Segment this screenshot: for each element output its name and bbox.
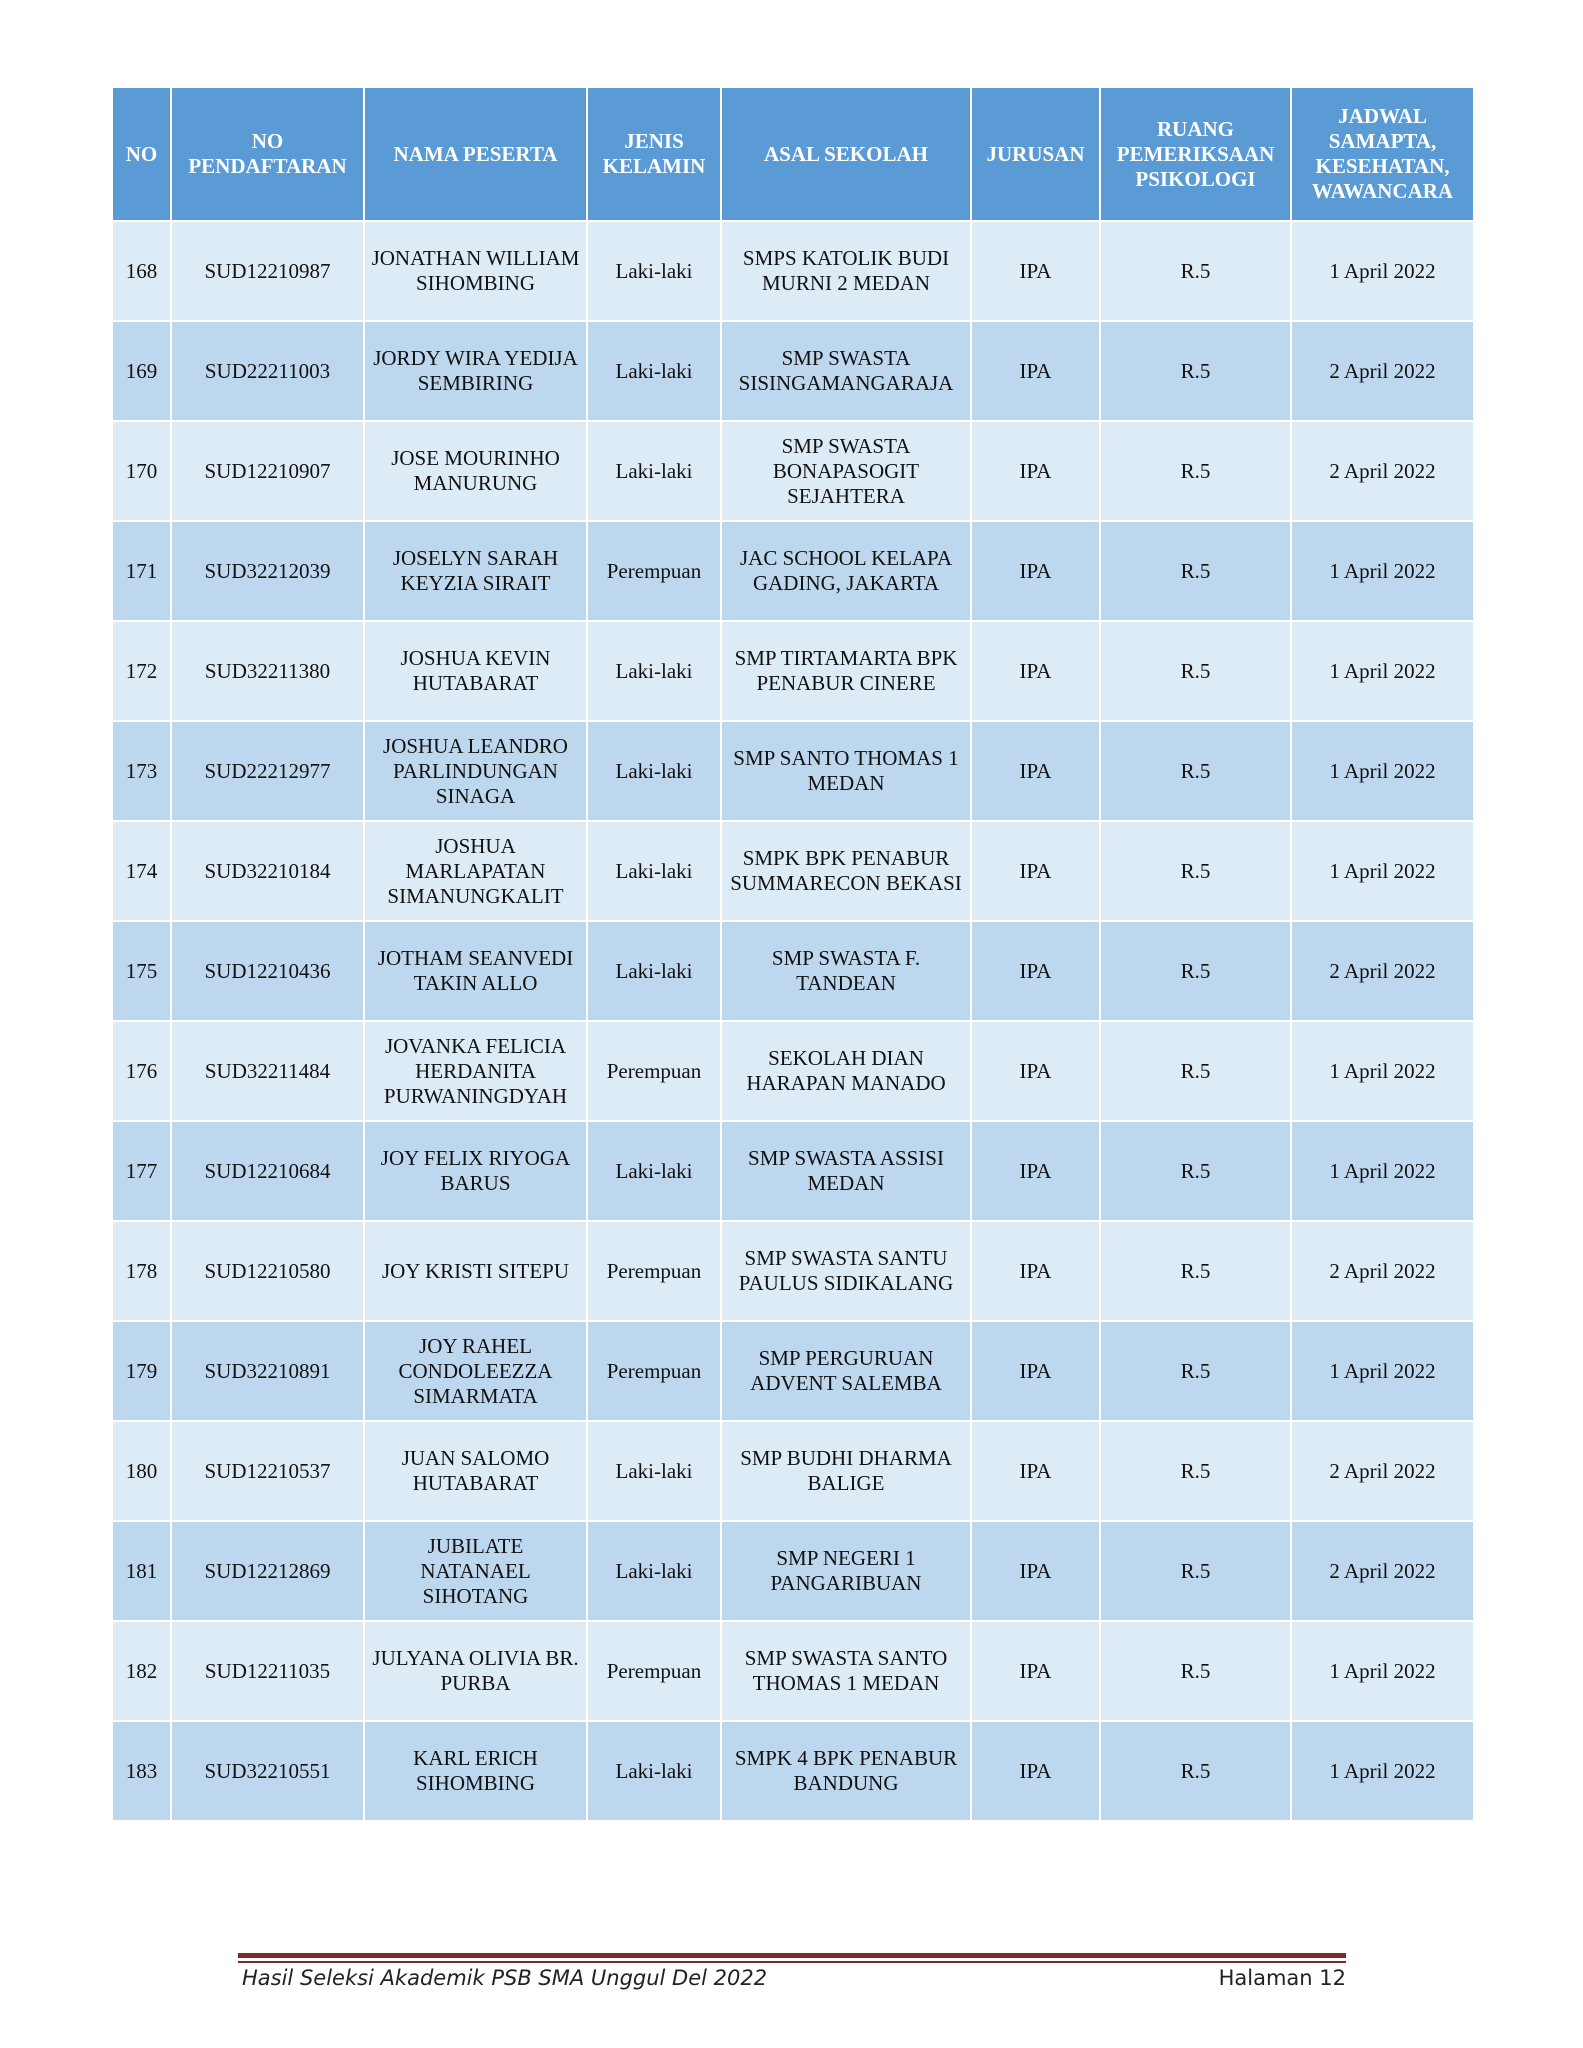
cell-asal-sekolah: SMPK BPK PENABUR SUMMARECON BEKASI (721, 821, 971, 921)
cell-no: 182 (112, 1621, 171, 1721)
footer-divider-thick (238, 1953, 1346, 1958)
cell-jadwal: 1 April 2022 (1291, 1021, 1474, 1121)
cell-jenis-kelamin: Perempuan (587, 1021, 721, 1121)
cell-jenis-kelamin: Laki-laki (587, 1421, 721, 1521)
header-no-pendaftaran: NO PENDAFTARAN (171, 87, 364, 221)
cell-jurusan: IPA (971, 1021, 1100, 1121)
footer-page-number: Halaman 12 (1218, 1966, 1346, 1990)
cell-ruang: R.5 (1100, 1121, 1291, 1221)
cell-jenis-kelamin: Laki-laki (587, 921, 721, 1021)
cell-ruang: R.5 (1100, 1021, 1291, 1121)
cell-asal-sekolah: SMP SWASTA ASSISI MEDAN (721, 1121, 971, 1221)
cell-ruang: R.5 (1100, 221, 1291, 321)
footer-document-title: Hasil Seleksi Akademik PSB SMA Unggul Del 2022 (242, 1966, 768, 1990)
cell-nama-peserta: JUBILATE NATANAEL SIHOTANG (364, 1521, 587, 1621)
cell-jenis-kelamin: Perempuan (587, 1321, 721, 1421)
cell-no: 179 (112, 1321, 171, 1421)
cell-asal-sekolah: SMPK 4 BPK PENABUR BANDUNG (721, 1721, 971, 1821)
cell-no: 168 (112, 221, 171, 321)
cell-ruang: R.5 (1100, 1521, 1291, 1621)
cell-jenis-kelamin: Laki-laki (587, 721, 721, 821)
cell-jurusan: IPA (971, 1521, 1100, 1621)
table-row (112, 1121, 1474, 1221)
cell-jadwal: 2 April 2022 (1291, 421, 1474, 521)
cell-ruang: R.5 (1100, 321, 1291, 421)
cell-nama-peserta: JOY RAHEL CONDOLEEZZA SIMARMATA (364, 1321, 587, 1421)
table-row (112, 421, 1474, 521)
header-jadwal: JADWAL SAMAPTA, KESEHATAN, WAWANCARA (1291, 87, 1474, 221)
cell-nama-peserta: JULYANA OLIVIA BR. PURBA (364, 1621, 587, 1721)
cell-no: 176 (112, 1021, 171, 1121)
cell-ruang: R.5 (1100, 1221, 1291, 1321)
cell-no-pendaftaran: SUD12210537 (171, 1421, 364, 1521)
cell-jurusan: IPA (971, 521, 1100, 621)
cell-jurusan: IPA (971, 421, 1100, 521)
table-row (112, 721, 1474, 821)
cell-no-pendaftaran: SUD22212977 (171, 721, 364, 821)
cell-no-pendaftaran: SUD32211380 (171, 621, 364, 721)
cell-asal-sekolah: SMP SANTO THOMAS 1 MEDAN (721, 721, 971, 821)
cell-nama-peserta: JONATHAN WILLIAM SIHOMBING (364, 221, 587, 321)
cell-jadwal: 2 April 2022 (1291, 1221, 1474, 1321)
table-row (112, 221, 1474, 321)
cell-jenis-kelamin: Laki-laki (587, 1721, 721, 1821)
table-row (112, 521, 1474, 621)
cell-jenis-kelamin: Perempuan (587, 1221, 721, 1321)
cell-jenis-kelamin: Laki-laki (587, 821, 721, 921)
cell-jurusan: IPA (971, 1421, 1100, 1521)
cell-nama-peserta: JOSELYN SARAH KEYZIA SIRAIT (364, 521, 587, 621)
cell-nama-peserta: KARL ERICH SIHOMBING (364, 1721, 587, 1821)
cell-no: 175 (112, 921, 171, 1021)
cell-nama-peserta: JOSHUA LEANDRO PARLINDUNGAN SINAGA (364, 721, 587, 821)
header-no: NO (112, 87, 171, 221)
cell-no-pendaftaran: SUD22211003 (171, 321, 364, 421)
cell-asal-sekolah: SMP SWASTA SANTU PAULUS SIDIKALANG (721, 1221, 971, 1321)
cell-jadwal: 1 April 2022 (1291, 721, 1474, 821)
table-row (112, 1321, 1474, 1421)
cell-ruang: R.5 (1100, 521, 1291, 621)
cell-jadwal: 1 April 2022 (1291, 621, 1474, 721)
cell-jadwal: 2 April 2022 (1291, 321, 1474, 421)
cell-jenis-kelamin: Laki-laki (587, 1521, 721, 1621)
footer-divider-thin (238, 1961, 1346, 1963)
table-row (112, 1621, 1474, 1721)
cell-asal-sekolah: SMP SWASTA F. TANDEAN (721, 921, 971, 1021)
table-header-row (112, 87, 1474, 221)
header-jurusan: JURUSAN (971, 87, 1100, 221)
header-jenis-kelamin: JENIS KELAMIN (587, 87, 721, 221)
cell-ruang: R.5 (1100, 721, 1291, 821)
cell-jadwal: 1 April 2022 (1291, 1621, 1474, 1721)
cell-no-pendaftaran: SUD12210907 (171, 421, 364, 521)
header-asal-sekolah: ASAL SEKOLAH (721, 87, 971, 221)
cell-jenis-kelamin: Laki-laki (587, 621, 721, 721)
cell-jadwal: 1 April 2022 (1291, 1121, 1474, 1221)
cell-jenis-kelamin: Laki-laki (587, 221, 721, 321)
cell-nama-peserta: JOY KRISTI SITEPU (364, 1221, 587, 1321)
cell-no: 181 (112, 1521, 171, 1621)
cell-ruang: R.5 (1100, 621, 1291, 721)
cell-asal-sekolah: SMP BUDHI DHARMA BALIGE (721, 1421, 971, 1521)
cell-jurusan: IPA (971, 621, 1100, 721)
cell-jadwal: 1 April 2022 (1291, 1321, 1474, 1421)
results-table-container (111, 86, 1473, 1822)
cell-jadwal: 2 April 2022 (1291, 921, 1474, 1021)
cell-no-pendaftaran: SUD12210580 (171, 1221, 364, 1321)
cell-asal-sekolah: SMP SWASTA SISINGAMANGARAJA (721, 321, 971, 421)
cell-nama-peserta: JOY FELIX RIYOGA BARUS (364, 1121, 587, 1221)
cell-jurusan: IPA (971, 821, 1100, 921)
table-row (112, 321, 1474, 421)
cell-nama-peserta: JOSE MOURINHO MANURUNG (364, 421, 587, 521)
cell-no-pendaftaran: SUD12212869 (171, 1521, 364, 1621)
cell-no-pendaftaran: SUD12211035 (171, 1621, 364, 1721)
cell-jurusan: IPA (971, 1321, 1100, 1421)
cell-jurusan: IPA (971, 1721, 1100, 1821)
cell-asal-sekolah: SMP TIRTAMARTA BPK PENABUR CINERE (721, 621, 971, 721)
cell-asal-sekolah: SMP SWASTA BONAPASOGIT SEJAHTERA (721, 421, 971, 521)
cell-no: 178 (112, 1221, 171, 1321)
table-row (112, 1021, 1474, 1121)
cell-jadwal: 1 April 2022 (1291, 1721, 1474, 1821)
cell-no-pendaftaran: SUD32211484 (171, 1021, 364, 1121)
cell-nama-peserta: JORDY WIRA YEDIJA SEMBIRING (364, 321, 587, 421)
cell-ruang: R.5 (1100, 821, 1291, 921)
cell-no: 173 (112, 721, 171, 821)
cell-jenis-kelamin: Laki-laki (587, 421, 721, 521)
results-table (111, 86, 1475, 1822)
cell-jurusan: IPA (971, 1121, 1100, 1221)
header-ruang-pemeriksaan: RUANG PEMERIKSAAN PSIKOLOGI (1100, 87, 1291, 221)
cell-jadwal: 2 April 2022 (1291, 1421, 1474, 1521)
cell-no: 171 (112, 521, 171, 621)
table-row (112, 1221, 1474, 1321)
cell-asal-sekolah: SMP SWASTA SANTO THOMAS 1 MEDAN (721, 1621, 971, 1721)
cell-no-pendaftaran: SUD32210891 (171, 1321, 364, 1421)
cell-asal-sekolah: SMPS KATOLIK BUDI MURNI 2 MEDAN (721, 221, 971, 321)
cell-nama-peserta: JOVANKA FELICIA HERDANITA PURWANINGDYAH (364, 1021, 587, 1121)
cell-jurusan: IPA (971, 921, 1100, 1021)
table-row (112, 1421, 1474, 1521)
cell-no: 177 (112, 1121, 171, 1221)
cell-ruang: R.5 (1100, 421, 1291, 521)
cell-no: 180 (112, 1421, 171, 1521)
cell-nama-peserta: JUAN SALOMO HUTABARAT (364, 1421, 587, 1521)
cell-nama-peserta: JOTHAM SEANVEDI TAKIN ALLO (364, 921, 587, 1021)
cell-no-pendaftaran: SUD12210987 (171, 221, 364, 321)
cell-jenis-kelamin: Perempuan (587, 1621, 721, 1721)
cell-jenis-kelamin: Laki-laki (587, 321, 721, 421)
table-row (112, 1521, 1474, 1621)
cell-asal-sekolah: SEKOLAH DIAN HARAPAN MANADO (721, 1021, 971, 1121)
cell-jurusan: IPA (971, 721, 1100, 821)
cell-nama-peserta: JOSHUA KEVIN HUTABARAT (364, 621, 587, 721)
cell-no: 172 (112, 621, 171, 721)
table-body (112, 221, 1474, 1821)
cell-jurusan: IPA (971, 1621, 1100, 1721)
cell-no-pendaftaran: SUD32210184 (171, 821, 364, 921)
cell-no: 174 (112, 821, 171, 921)
cell-ruang: R.5 (1100, 1421, 1291, 1521)
cell-asal-sekolah: SMP PERGURUAN ADVENT SALEMBA (721, 1321, 971, 1421)
cell-jadwal: 2 April 2022 (1291, 1521, 1474, 1621)
table-row (112, 621, 1474, 721)
cell-no-pendaftaran: SUD12210684 (171, 1121, 364, 1221)
cell-ruang: R.5 (1100, 1721, 1291, 1821)
cell-ruang: R.5 (1100, 1621, 1291, 1721)
cell-jadwal: 1 April 2022 (1291, 521, 1474, 621)
cell-no-pendaftaran: SUD32210551 (171, 1721, 364, 1821)
cell-ruang: R.5 (1100, 921, 1291, 1021)
cell-asal-sekolah: SMP NEGERI 1 PANGARIBUAN (721, 1521, 971, 1621)
cell-jadwal: 1 April 2022 (1291, 821, 1474, 921)
cell-no-pendaftaran: SUD12210436 (171, 921, 364, 1021)
table-row (112, 921, 1474, 1021)
cell-nama-peserta: JOSHUA MARLAPATAN SIMANUNGKALIT (364, 821, 587, 921)
cell-jadwal: 1 April 2022 (1291, 221, 1474, 321)
cell-jenis-kelamin: Laki-laki (587, 1121, 721, 1221)
cell-no: 169 (112, 321, 171, 421)
header-nama-peserta: NAMA PESERTA (364, 87, 587, 221)
cell-no: 183 (112, 1721, 171, 1821)
cell-no-pendaftaran: SUD32212039 (171, 521, 364, 621)
table-row (112, 1721, 1474, 1821)
cell-jenis-kelamin: Perempuan (587, 521, 721, 621)
cell-no: 170 (112, 421, 171, 521)
cell-jurusan: IPA (971, 1221, 1100, 1321)
cell-asal-sekolah: JAC SCHOOL KELAPA GADING, JAKARTA (721, 521, 971, 621)
cell-jurusan: IPA (971, 321, 1100, 421)
cell-ruang: R.5 (1100, 1321, 1291, 1421)
table-row (112, 821, 1474, 921)
cell-jurusan: IPA (971, 221, 1100, 321)
